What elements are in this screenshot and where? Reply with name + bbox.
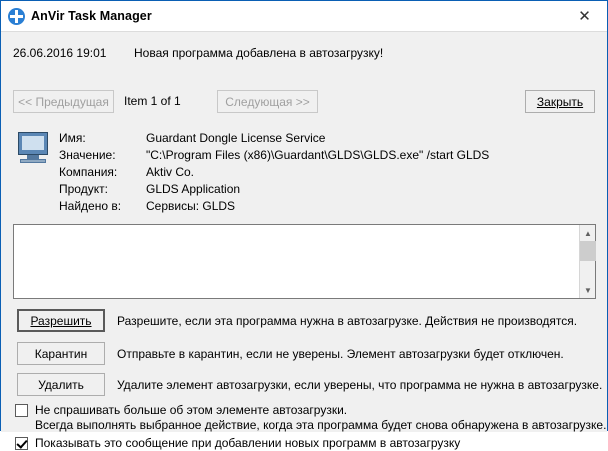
detail-label-found-in: Найдено в: [59, 199, 122, 213]
detail-label-company: Компания: [59, 165, 118, 179]
event-datetime: 26.06.2016 19:01 [13, 46, 107, 60]
notes-textarea[interactable] [13, 224, 596, 299]
quarantine-button[interactable] [17, 342, 105, 365]
show-message-label: Показывать это сообщение при добавлении новых программ в автозагрузку [35, 436, 461, 450]
monitor-icon-base [20, 159, 46, 163]
detail-value-value: "C:\Program Files (x86)\Guardant\GLDS\GLDS.exe" /start GLDS [146, 148, 490, 162]
detail-value-name: Guardant Dongle License Service [146, 131, 326, 145]
quarantine-button-label: Карантин [34, 346, 88, 361]
detail-row-value [59, 148, 589, 165]
detail-value-found-in: Сервисы: GLDS [146, 199, 236, 213]
delete-button-label: Удалить [38, 377, 84, 392]
dont-ask-again-checkbox-row[interactable] [15, 403, 606, 433]
allow-button[interactable] [17, 309, 105, 332]
event-headline: Новая программа добавлена в автозагрузку! [134, 46, 384, 60]
scroll-down-icon[interactable]: ▼ [584, 285, 592, 295]
detail-row-product [59, 182, 589, 199]
previous-item-button[interactable] [13, 90, 114, 113]
window-titlebar [1, 1, 607, 32]
dont-ask-again-label-line1: Не спрашивать больше об этом элементе автозагрузки. [35, 403, 348, 417]
program-details-table [59, 131, 589, 216]
detail-value-company: Aktiv Co. [146, 165, 195, 179]
detail-label-name: Имя: [59, 131, 86, 145]
show-message-checkbox-row[interactable] [15, 436, 460, 451]
delete-button[interactable] [17, 373, 105, 396]
close-dialog-button[interactable] [525, 90, 595, 113]
next-item-button[interactable] [217, 90, 318, 113]
notes-scrollbar[interactable] [579, 225, 595, 298]
detail-value-product: GLDS Application [146, 182, 241, 196]
program-computer-icon [16, 132, 52, 166]
delete-description: Удалите элемент автозагрузки, если уверены, что программа не нужна в автозагрузке. [117, 378, 603, 392]
dialog-client-area [1, 32, 607, 450]
detail-row-company [59, 165, 589, 182]
dont-ask-again-checkbox[interactable] [15, 404, 28, 417]
previous-item-label: << Предыдущая [18, 94, 109, 109]
allow-button-label: Разрешить [30, 313, 92, 328]
close-window-button[interactable]: ✕ [578, 7, 591, 25]
scroll-up-icon[interactable]: ▲ [584, 228, 592, 238]
detail-row-name [59, 131, 589, 148]
app-logo-icon [8, 8, 25, 25]
item-counter: Item 1 of 1 [124, 94, 181, 108]
dont-ask-again-label-line2: Всегда выполнять выбранное действие, когда эта программа будет снова обнаружена в автозагрузке. [35, 418, 607, 432]
show-message-checkbox[interactable] [15, 437, 28, 450]
monitor-icon-screen [18, 132, 48, 155]
window-title: AnVir Task Manager [31, 9, 152, 23]
allow-description: Разрешите, если эта программа нужна в автозагрузке. Действия не производятся. [117, 314, 578, 328]
scrollbar-thumb[interactable] [580, 241, 596, 261]
next-item-label: Следующая >> [225, 94, 310, 109]
detail-label-value: Значение: [59, 148, 116, 162]
detail-label-product: Продукт: [59, 182, 108, 196]
detail-row-found-in [59, 199, 589, 216]
quarantine-description: Отправьте в карантин, если не уверены. Элемент автозагрузки будет отключен. [117, 347, 564, 361]
close-dialog-label: Закрыть [536, 94, 584, 109]
